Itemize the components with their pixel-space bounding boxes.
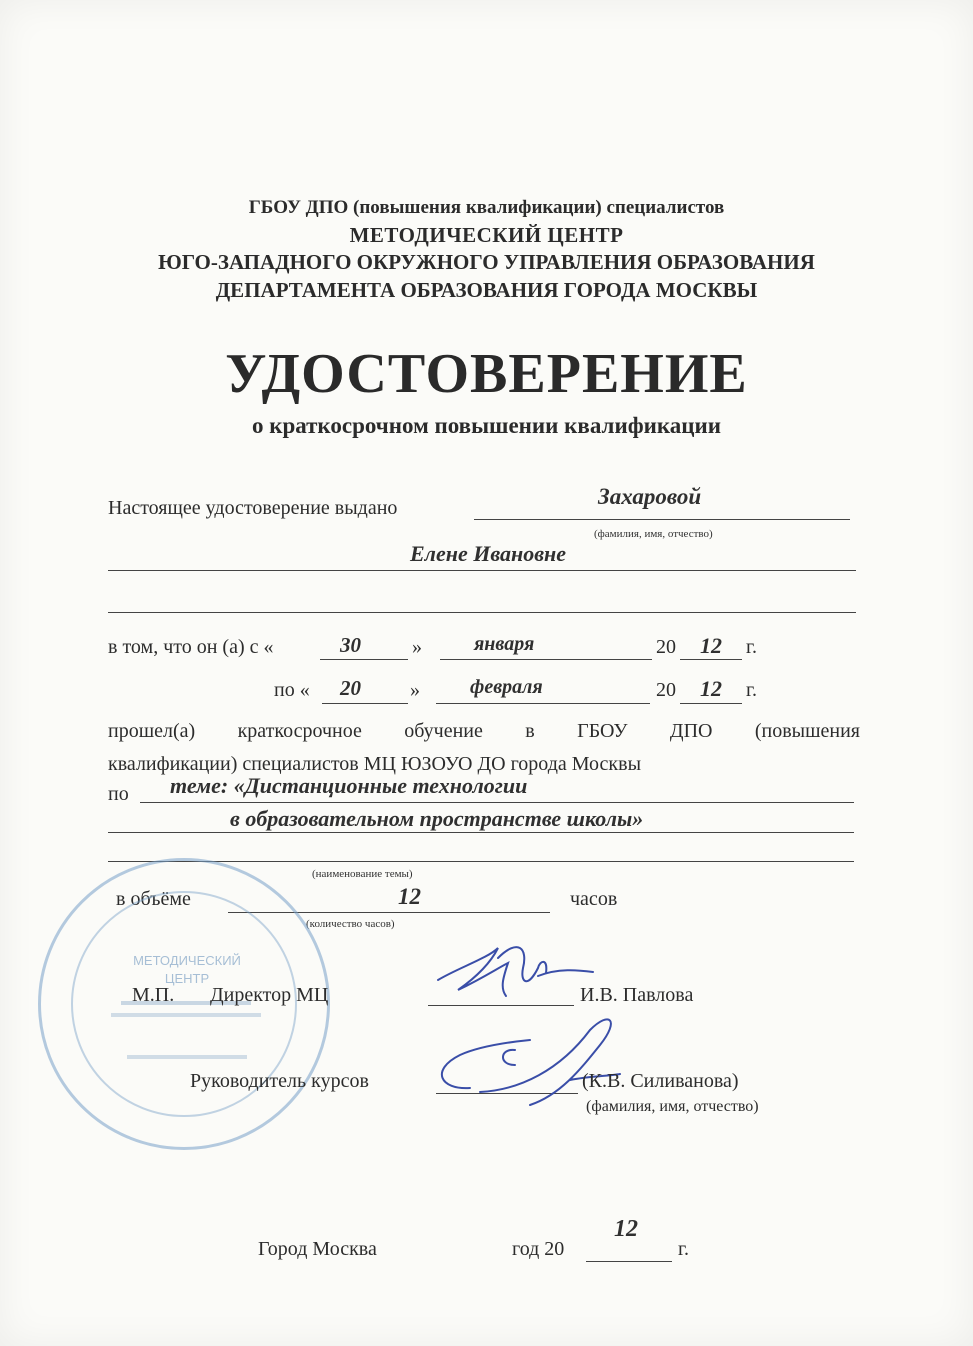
stamp-text-blur — [127, 1055, 247, 1059]
from-day: 30 — [340, 633, 361, 657]
topic-line-1: теме: «Дистанционные технологии — [170, 773, 528, 798]
org-line-4: ДЕПАРТАМЕНТА ОБРАЗОВАНИЯ ГОРОДА МОСКВЫ — [215, 278, 758, 302]
recipient-surname: Захаровой — [598, 484, 702, 509]
to-year-line — [680, 703, 742, 704]
period-from-prefix: в том, что он (а) с « — [108, 636, 274, 658]
year-value: 12 — [614, 1216, 638, 1242]
to-day: 20 — [340, 676, 361, 700]
to-year-suffix: г. — [746, 679, 757, 701]
surname-line — [474, 519, 850, 520]
director-label: Директор МЦ — [210, 984, 329, 1006]
from-year-suffix: г. — [746, 636, 757, 658]
from-day-line — [320, 659, 408, 660]
period-to-prefix: по « — [274, 679, 310, 701]
to-year: 12 — [700, 676, 722, 701]
year-line — [586, 1261, 672, 1262]
from-year-prefix: 20 — [656, 636, 676, 658]
training-line-2: квалификации) специалистов МЦ ЮЗОУО ДО города Москвы — [108, 753, 642, 775]
volume-hint: (количество часов) — [306, 918, 395, 930]
document-title: УДОСТОВЕРЕНИЕ — [225, 343, 748, 405]
document-subtitle: о краткосрочном повышении квалификации — [251, 413, 722, 438]
mp-label: М.П. — [132, 984, 175, 1006]
to-month-line — [436, 703, 650, 704]
stamp-text-blur — [111, 1013, 261, 1017]
to-month: февраля — [470, 676, 543, 698]
topic-line-2: в образовательном пространстве школы» — [230, 806, 644, 831]
to-quote-close: » — [410, 679, 420, 701]
from-year: 12 — [700, 633, 722, 658]
course-head-label: Руководитель курсов — [190, 1070, 369, 1092]
to-day-line — [322, 703, 408, 704]
stamp-line-2: ЦЕНТР — [164, 971, 210, 986]
volume-unit: часов — [570, 888, 618, 910]
issued-label: Настоящее удостоверение выдано — [108, 497, 398, 519]
org-line-2: МЕТОДИЧЕСКИЙ ЦЕНТР — [349, 223, 624, 247]
city-label: Город Москва — [258, 1238, 377, 1260]
director-name: И.В. Павлова — [580, 984, 694, 1006]
course-head-signature — [420, 1010, 640, 1110]
year-label: год 20 — [512, 1238, 565, 1260]
volume-hours: 12 — [398, 884, 421, 909]
director-signature — [428, 928, 598, 1018]
to-year-prefix: 20 — [656, 679, 676, 701]
from-month: января — [474, 633, 535, 655]
training-line-1: прошел(а) краткосрочное обучение в ГБОУ ДПО (повышения — [108, 720, 860, 742]
from-year-line — [680, 659, 742, 660]
name-line — [108, 570, 856, 571]
stamp-line-1: МЕТОДИЧЕСКИЙ — [133, 953, 241, 968]
volume-label: в объёме — [116, 888, 191, 910]
topic-hint: (наименование темы) — [312, 868, 413, 880]
topic-line-1-underline — [140, 802, 854, 803]
topic-line-2-underline — [108, 832, 854, 833]
recipient-name: Елене Ивановне — [410, 541, 567, 566]
org-line-1: ГБОУ ДПО (повышения квалификации) специалистов — [248, 197, 725, 218]
org-line-3: ЮГО-ЗАПАДНОГО ОКРУЖНОГО УПРАВЛЕНИЯ ОБРАЗОВАНИЯ — [158, 250, 815, 274]
course-head-name: (К.В. Силиванова) — [582, 1070, 739, 1092]
blank-line — [108, 612, 856, 613]
year-suffix: г. — [678, 1238, 689, 1260]
from-month-line — [440, 659, 652, 660]
from-quote-close: » — [412, 636, 422, 658]
po-label: по — [108, 783, 129, 805]
course-head-hint: (фамилия, имя, отчество) — [586, 1098, 759, 1115]
fio-hint: (фамилия, имя, отчество) — [594, 528, 713, 540]
